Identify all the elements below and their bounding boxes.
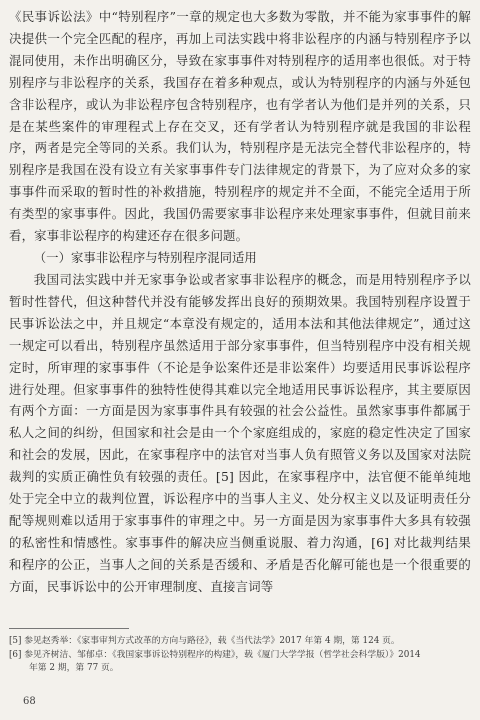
paragraph-2: 我国司法实践中并无家事争讼或者家事非讼程序的概念，而是用特别程序予以暂时性替代，但这种替代并没有能够发挥出良好的预期效果。我国特别程序设置于民事诉讼法之中，并且规定“本章没有规定的，适用本法和其他法律规定”，通过这一规定可以看出，特别程序虽然适用于部分家事事件，但当特别程序中没有相关规定时，所审理的家事事件（不论是争讼案件还是非讼案件）均要适用民事诉讼程序进行处理。但家事事件的独特性使得其难以完全地适用民事诉讼程序，其主要原因有两个方面：一方面是因为家事事件具有较强的社会公益性。虽然家事事件都属于私人之间的纠纷，但国家和社会是由一个个家庭组成的，家庭的稳定性决定了国家和社会的发展，因此，在家事程序中的法官对当事人负有照管义务以及国家对法院裁判的实质正确性负有较强的责任。[5] 因此，在家事程序中，法官便不能单纯地处于完全中立的裁判位置，诉讼程序中的当事人主义、处分权主义以及证明责任分配等规则难以适用于家事事件的审理之中。另一方面是因为家事事件大多具有较强的私密性和情感性。家事事件的解决应当侧重说服、着力沟通，[6] 对比裁判结果和程序的公正，当事人之间的关系是否缓和、矛盾是否化解可能也是一个很重要的方面，民事诉讼中的公开审理制度、直接言词等 bbox=[9, 271, 471, 594]
paragraph-1: 《民事诉讼法》中“特别程序”一章的规定也大多数为零散，并不能为家事事件的解决提供一个完全匹配的程序，再加上司法实践中将非讼程序的内涵与特别程序予以混同使用，未作出明确区分，导致在家事事件对特别程序的适用率也很低。对于特别程序与非讼程序的关系，我国存在着多种观点，或认为特别程序的内涵与外延包含非讼程序，或认为非讼程序包含特别程序，也有学者认为他们是并列的关系，只是在某些案件的审理程式上存在交叉，还有学者认为特别程序就是我国的非讼程序，两者是完全等同的关系。我们认为，特别程序是无法完全替代非讼程序的，特别程序是我国在没有设立有关家事事件专门法律规定的背景下，为了应对众多的家事事件而采取的暂时性的补救措施，特别程序的规定并不全面，不能完全适用于所有类型的家事事件。因此，我国仍需要家事非讼程序来处理家事事件，但就目前来看，家事非讼程序的构建还存在很多问题。 bbox=[9, 9, 471, 244]
section-heading: （一）家事非讼程序与特别程序混同适用 bbox=[33, 249, 257, 265]
footnote-5: [5] 参见赵秀举：《家事审判方式改革的方向与路径》，载《当代法学》2017 年第 4 期，第 124 页。 bbox=[9, 636, 400, 646]
footnote-divider bbox=[9, 628, 129, 629]
footnotes bbox=[9, 635, 471, 676]
footnote-6-continued: 年第 2 期，第 77 页。 bbox=[29, 663, 119, 673]
page-number: 68 bbox=[23, 696, 36, 707]
main-text bbox=[9, 6, 471, 598]
footnote-6: [6] 参见齐树洁、邹郁卓：《我国家事诉讼特别程序的构建》，载《厦门大学学报（哲学社会科学版）》2014 bbox=[9, 649, 421, 660]
